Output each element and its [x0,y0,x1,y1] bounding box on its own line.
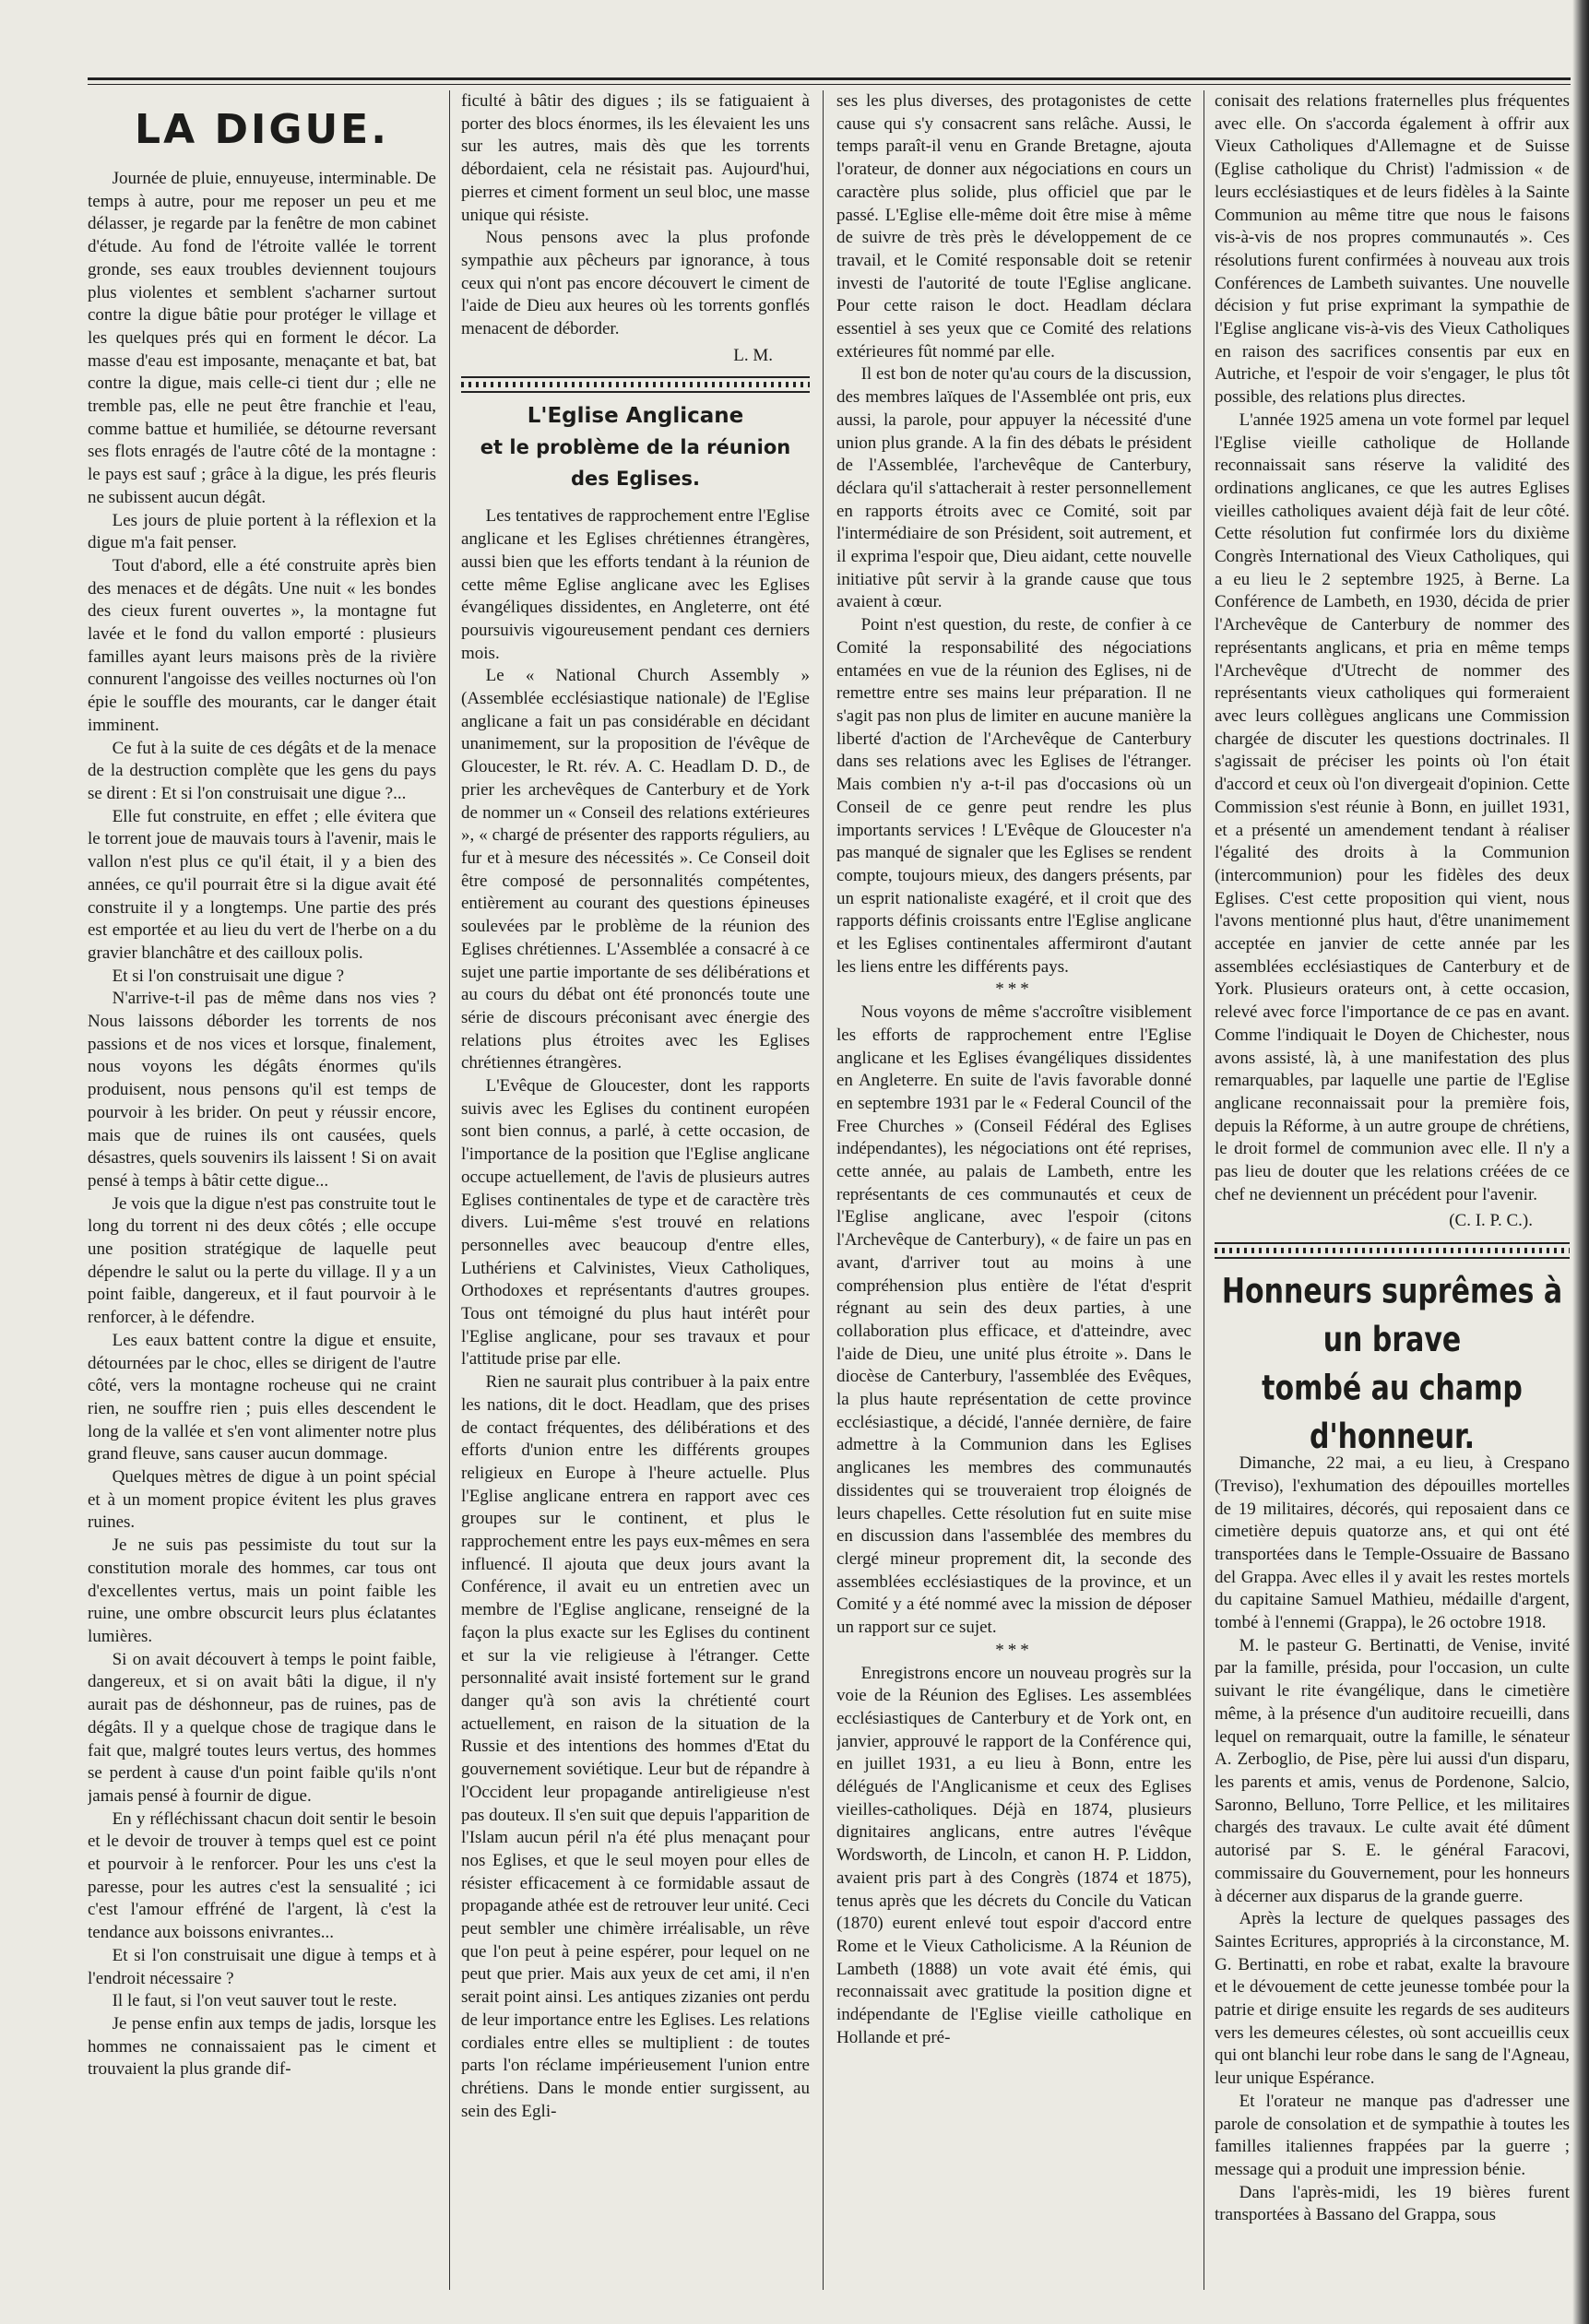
paragraph: ficulté à bâtir des digues ; ils se fatiguaient à porter des blocs énormes, ils les élevaient les uns sur les autres, mais dès que les torrents débordaient, cela ne résistait pas. Aujourd'hui, pierres et ciment forment un seul bloc, une masse unique qui résiste. [461,91,810,225]
paragraph: Le « National Church Assembly » (Assemblée ecclésiastique nationale) de l'Eglise anglicane a fait un pas considérable en décidant unanimement, sur la proposition de l'évêque de Gloucester, le Rt. rév. A. C. Headlam D. D., de prier les archevêques de Canterbury et de York de nommer un « Conseil des relations extérieures », « chargé de présenter des rapports réguliers, au fur et à mesure des nécessités ». Ce Conseil doit être composé de personnalités compétentes, entièrement au courant des questions épineuses soulevées par le problème de la réunion des Eglises chrétiennes. L'Assemblée a consacré à ce sujet une partie importante de ses délibérations et au cours du débat ont été prononcés toute une série de discours préconisant avec énergie des relations plus étroites avec les Eglises chrétiennes étrangères. [461,666,810,1073]
paragraph: Il est bon de noter qu'au cours de la discussion, des membres laïques de l'Assemblée ont pris, eux aussi, la parole, pour appuyer la nécessité d'une union plus grande. A la fin des débats le président de l'Assemblée, l'archevêque de Canterbury, déclara qu'il s'attacherait à rester personnellement en rapports étroits avec ce Comité, soit par l'intermédiaire de son Président, soit autrement, et il exprima l'espoir que, Dieu aidant, cette nouvelle initiative pût servir à la grande cause que tous avaient à cœur. [836,364,1192,612]
author-signature: L. M. [733,345,773,365]
paragraph: Nous pensons avec la plus profonde sympathie aux pêcheurs par ignorance, à tous ceux qui n'ont pas encore découvert le ciment de l'aide de Dieu aux heures où les torrents gonflés menacent de déborder. [461,228,810,339]
column-1 [88,90,436,2290]
paragraph: Et si l'on construisait une digue ? [112,966,345,986]
paragraph: Dimanche, 22 mai, a eu lieu, à Crespano (Treviso), l'exhumation des dépouilles mortelles de 19 militaires, décorés, qui reposaient dans ce cimetière depuis quatorze ans, et qui ont été transportées dans le Temple-Ossuaire de Bassano del Grappa. Avec elles il y avait les restes mortels du capitaine Samuel Mathieu, médaille d'argent, tombé à l'ennemi (Grappa), le 26 octobre 1918. [1215,1453,1570,1633]
paragraph: Nous voyons de même s'accroître visiblement les efforts de rapprochement entre l'Eglise anglicane et les Eglises évangéliques dissidentes en Angleterre. En suite de l'avis favorable donné en septembre 1931 par le « Federal Council of the Free Churches » (Conseil Fédéral des Eglises indépendantes), les négociations ont été reprises, cette année, au palais de Lambeth, entre les représentants de ces communautés et ceux de l'Eglise anglicane, avec l'espoir (citons l'Archevêque de Canterbury), « de faire un pas en avant, d'arriver tout au moins à une compréhension plus entière de l'état d'esprit régnant au sein des deux parties, à une collaboration plus efficace, et d'atteindre, avec l'aide de Dieu, une unité plus étroite ». Dans le diocèse de Canterbury, l'assemblée des Evêques, la plus haute représentation de cette province ecclésiastique, a décidé, l'année dernière, de faire admettre à la Communion dans les Eglises anglicanes les membres des communautés dissidentes qui se trouveraient trop éloignés de leurs chapelles. Cette résolution fut en suite mise en discussion dans l'assemblée des membres du clergé mineur proprement dit, la seconde des assemblées ecclésiastiques de la province, et un Comité y a été nommé avec la mission de déposer un rapport sur ce sujet. [836,1002,1192,1638]
paragraph: Point n'est question, du reste, de confier à ce Comité la responsabilité des négociations entamées en vue de la réunion des Eglises, ni de remettre entre ses mains leur préparation. Il ne s'agit pas non plus de limiter en aucune manière la liberté d'action de l'Archevêque de Canterbury dans ses relations avec les Eglises de l'étranger. Mais combien n'y a-t-il pas d'occasions où un Conseil de ce genre peut rendre les plus importants services ! L'Evêque de Gloucester n'a pas manqué de signaler que les Eglises se rendent compte, toujours mieux, des dangers présents, par un esprit nationaliste exagéré, et il croit que des rapports définis croissants entre l'Eglise anglicane et les Eglises continentales affermiront d'autant les liens entre les différents pays. [836,615,1192,977]
article-title-honneurs-supremes [1215,1268,1570,1462]
paragraph: Les tentatives de rapprochement entre l'Eglise anglicane et les Eglises chrétiennes étrangères, aussi bien que les efforts tendant à la réunion de cette même Eglise anglicane avec les Eglises évangéliques dissidentes, en Angleterre, ont été poursuivis vigoureusement pendant ces derniers mois. [461,506,810,663]
paragraph: Tout d'abord, elle a été construite après bien des menaces et de dégâts. Une nuit « les bondes des cieux furent ouvertes », la montagne fut lavée et le fond du vallon emporté : plusieurs familles ayant leurs maisons près de la rivière connurent l'angoisse des veilles nocturnes où l'on épie le souffle des mourants, car le danger était imminent. [88,555,436,735]
paragraph: L'Evêque de Gloucester, dont les rapports suivis avec les Eglises du continent européen sont bien connus, a parlé, à cette occasion, de l'importance de la position que l'Eglise anglicane occupe actuellement, de l'avis de plusieurs autres Eglises continentales de type et de caractère très divers. Lui-même s'est trouvé en relations personnelles avec beaucoup d'entre elles, Luthériens et Calvinistes, Vieux Catholiques, Orthodoxes et représentants d'autres groupes. Tous ont témoigné du plus haut intérêt pour l'Eglise anglicane, pour ses travaux et pour l'attitude prise par elle. [461,1076,810,1370]
section-separator: *** [995,979,1033,1000]
page-edge-shadow [1572,0,1589,2324]
article-title-eglise-anglicane [461,400,810,494]
column-divider [449,90,450,2290]
agency-signature: (C. I. P. C.). [1449,1211,1533,1231]
headline-line: tombé au champ d'honneur. [1262,1368,1523,1458]
paragraph: En y réfléchissant chacun doit sentir le besoin et le devoir de trouver à temps quel est ce point et pourvoir à le renforcer. Pour les uns c'est la paresse, pour les autres c'est la sensualité ; ici c'est l'amour effréné de l'argent, là c'est la tendance aux boissons enivrantes... [88,1808,436,1943]
paragraph: Si on avait découvert à temps le point faible, dangereux, et si on avait bâti la digue, il n'y aurait pas de déshonneur, pas de ruines, pas de dégâts. Il y a quelque chose de tragique dans le fait que, malgré toutes leurs vertus, des hommes se perdent à cause d'un point faible qu'ils n'ont jamais pensé à fournir de digue. [88,1649,436,1806]
column-4 [1215,90,1570,2290]
section-separator: *** [995,1640,1033,1660]
paragraph: Quelques mètres de digue à un point spécial et à un moment propice évitent les plus graves ruines. [88,1467,436,1533]
paragraph: Après la lecture de quelques passages des Saintes Ecritures, appropriés à la circonstance, M. G. Bertinatti, en robe et rabat, exalte la bravoure et le dévouement de cette jeunesse tombée pour la patrie et dirige ensuite les regards de ses auditeurs vers les demeures célestes, où sont accueillis ceux qui ont blanchi leur robe dans le sang de l'Agneau, leur unique Espérance. [1215,1909,1570,2089]
paragraph: Les eaux battent contre la digue et ensuite, détournées par le choc, elles se dirigent de l'autre côté, vers la montagne rocheuse qui ne craint rien, ne souffre rien ; puis elles descendent le long de la vallée et s'en vont alimenter notre plus grand fleuve, sans causer aucun dommage. [88,1330,436,1464]
paragraph: Les jours de pluie portent à la réflexion et la digue m'a fait penser. [88,510,436,553]
paragraph: Je vois que la digue n'est pas construite tout le long du torrent ni des deux côtés ; elle occupe une position stratégique de laquelle peut dépendre le salut ou la perte du village. Il y a un point faible, dangereux, et il faut pourvoir à le renforcer, à le défendre. [88,1193,436,1328]
paragraph: Journée de pluie, ennuyeuse, interminable. De temps à autre, pour me reposer un peu et me délasser, je regarde par la fenêtre de mon cabinet d'étude. Au fond de l'étroite vallée le torrent gronde, ses eaux troubles deviennent toujours plus violentes et semblent s'acharner surtout contre la digue bâtie pour protéger le village et les quelques prés qui en forment le décor. La masse d'eau est imposante, menaçante et bat, bat contre la digue, mais celle-ci tient dur ; elle ne tremble pas, elle ne peut être franchie et l'eau, comme battue et humiliée, se détourne reversant ses flots enragés de l'autre côté de la montagne : le pays est sauf ; grâce à la digue, les prés fleuris ne subissent aucun dégât. [88,169,436,507]
headline-line: Honneurs suprêmes à un brave [1221,1271,1563,1361]
paragraph: Et si l'on construisait une digue à temps et à l'endroit nécessaire ? [88,1945,436,1988]
paragraph: Je ne suis pas pessimiste du tout sur la constitution morale des hommes, car tous ont d'excellentes vertus, mais un point faible les ruine, une ombre obscurcit leurs plus éclatantes lumières. [88,1536,436,1646]
paragraph: N'arrive-t-il pas de même dans nos vies ? Nous laissons déborder les torrents de nos passions et de nos vices et lorsque, finalement, nous voyons les dégâts énormes qu'ils produisent, nous pensons qu'il est temps de pourvoir à les brider. On peut y réussir encore, mais que de ruines ils ont causées, quels désastres, quels souvenirs ils laissent ! Si on avait pensé à temps à bâtir cette digue... [88,989,436,1191]
paragraph: Enregistrons encore un nouveau progrès sur la voie de la Réunion des Eglises. Les assemblées ecclésiastiques de Canterbury et de York ont, en janvier, approuvé le rapport de la Conférence qui, en juillet 1931, a eu lieu à Bonn, entre les délégués de l'Anglicanisme et ceux des Eglises vieilles-catholiques. Déjà en 1874, plusieurs dignitaires anglicans, entre autres l'évêque Wordsworth, de Lincoln, et canon H. P. Liddon, avaient pris part à des Congrès (1874 et 1875), tenus après que les décrets du Concile du Vatican (1870) eurent enlevé tout espoir d'accord entre Rome et le Vieux Catholicisme. A la Réunion de Lambeth (1888) un vote avait été émis, qui reconnaissait avec gratitude la position digne et indépendante de l'Eglise vieille catholique en Hollande et pré- [836,1663,1192,2047]
paragraph: Ce fut à la suite de ces dégâts et de la menace de la destruction complète que les gens du pays se dirent : Et si l'on construisait une digue ?... [88,738,436,803]
column-3 [836,90,1192,2290]
paragraph: Et l'orateur ne manque pas d'adresser une parole de consolation et de sympathie à toutes les familles italiennes frappées par la guerre ; message qui a produit une impression bénie. [1215,2091,1570,2179]
ornamental-divider [461,376,810,393]
paragraph: Dans l'après-midi, les 19 bières furent transportées à Bassano del Grappa, sous [1215,2182,1570,2225]
paragraph: M. le pasteur G. Bertinatti, de Venise, invité par la famille, présida, pour l'occasion, un culte suivant le rite évangélique, dans le cimetière même, à la présence d'un auditoire recueilli, dans lequel on remarquait, outre la famille, le sénateur A. Zerboglio, de Pise, père lui aussi d'un disparu, les parents et amis, venus de Pordenone, Salcio, Saronno, Belluno, Torre Pellice, et les militaires chargés des travaux. Le culte avait été dûment autorisé par S. E. le général Faracovi, commissaire du Gouvernement, pour les honneurs à décerner aux disparus de la grande guerre. [1215,1635,1570,1906]
column-2 [461,90,810,2290]
paragraph: ses les plus diverses, des protagonistes de cette cause qui s'y consacrent sans relâche. Aussi, le temps paraît-il venu en Grande Bretagne, ajouta l'orateur, de donner aux négociations en cours un caractère plus solide, plus officiel que par le passé. L'Eglise elle-même doit être mise à même de suivre de très près le développement de ce travail, et le Comité responsable doit se retenir investi de l'autorité de toute l'Eglise anglicane. Pour cette raison le doct. Headlam déclara essentiel à ses yeux que ce Comité des relations extérieures fût nommé par elle. [836,91,1192,362]
headline-line: et le problème de la réunion des Eglises. [480,436,791,491]
paragraph: L'année 1925 amena un vote formel par lequel l'Eglise vieille catholique de Hollande reconnaissait sans réserve la validité des ordinations anglicanes, ce que les autres Eglises vieilles catholiques avaient déjà fait de leur côté. Cette résolution fut confirmée lors du dixième Congrès International des Vieux Catholiques, qui a eu lieu le 2 septembre 1925, à Berne. La Conférence de Lambeth, en 1930, décida de prier l'Archevêque de Canterbury de nommer des représentants anglicans, et pria en même temps l'Archevêque d'Utrecht de nommer des représentants vieux catholiques qui formeraient avec leurs collègues anglicans une Commission chargée de discuter les questions doctrinales. Il s'agissait de préciser les points où l'on était d'accord et ceux où l'on divergeait d'opinion. Cette Commission s'est réunie à Bonn, en juillet 1931, et a présenté un amendement tendant à réaliser l'égalité des droits à la Communion (intercommunion) pour les fidèles des deux Eglises. C'est cette proposition qui vient, nous l'avons mentionné plus haut, d'être unanimement acceptée en janvier de cette année par les assemblées ecclésiastiques de Canterbury et de York. Plusieurs orateurs ont, à cette occasion, relevé avec force l'importance de ce pas en avant. Comme l'indiquait le Doyen de Chichester, nous avons assisté, là, à une manifestation des plus remarquables, par laquelle une partie de l'Eglise anglicane reconnaissait pour la première fois, depuis la Réforme, à un autre groupe de chrétiens, le droit formel de communion avec elle. Il n'y a pas lieu de douter que les relations créées de ce chef ne deviennent un précédent pour l'avenir. [1215,409,1570,1204]
article-title-la-digue: LA DIGUE. [135,106,389,153]
headline-line: L'Eglise Anglicane [527,404,744,429]
paragraph: Il le faut, si l'on veut sauver tout le reste. [112,1991,397,2011]
paragraph: Rien ne saurait plus contribuer à la paix entre les nations, dit le doct. Headlam, que des prises de contact fréquentes, des délibérations et des efforts d'union entre les différents groupes religieux en Europe à l'heure actuelle. Plus l'Eglise anglicane entrera en rapport avec ces groupes sur le continent, et plus le rapprochement entre les pays eux-mêmes en sera influencé. Il ajouta que deux jours avant la Conférence, il avait eu un entretien avec un membre de l'Eglise anglicane, renseigné de la façon la plus exacte sur les Eglises du continent et sur la vie religieuse à l'étranger. Cette personnalité avait insisté fortement sur le grand danger qu'à son avis la chrétienté court actuellement, en raison de la situation de la Russie et des intentions des hommes d'Etat du gouvernement soviétique. Leur but de répandre à l'Occident leur propagande antireligieuse n'est pas douteux. Il s'en suit que depuis l'apparition de l'Islam aucun péril n'a été plus menaçant pour nos Eglises, et que le seul moyen pour elles de résister efficacement à ce formidable assaut de propagande athée est de retrouver leur unité. Ceci peut sembler une chimère irréalisable, un rêve que l'on peut à peine espérer, pour lequel on ne peut que prier. Mais aux yeux de cet ami, il n'en serait point ainsi. Les antiques zizanies ont perdu de leur importance entre les Eglises. Les relations cordiales entre elles se multiplient : de toutes parts l'on réclame impérieusement l'union entre chrétiens. Dans le monde entier surgissent, au sein des Egli- [461,1372,810,2121]
top-rule [88,77,1571,85]
paragraph: Elle fut construite, en effet ; elle évitera que le torrent joue de mauvais tours à l'avenir, mais le vallon n'est plus ce qu'il était, il y a bien des années, ce qu'il pourrait être si la digue avait été construite il y a longtemps. Une partie des prés est emportée et au lieu du vert de l'herbe on a du gravier blanchâtre et des cailloux polis. [88,806,436,963]
ornamental-divider [1215,1242,1570,1259]
column-divider [823,90,824,2290]
paragraph: conisait des relations fraternelles plus fréquentes avec elle. On s'accorda également à offrir aux Vieux Catholiques d'Allemagne et de Suisse (Eglise catholique du Christ) l'admission « de leurs ecclésiastiques et de leurs fidèles à la Sainte Communion au même titre que nous le faisons vis-à-vis de nos propres communautés ». Ces résolutions furent confirmées à nouveau aux trois Conférences de Lambeth suivantes. Une nouvelle décision y fut prise exprimant la sympathie de l'Eglise anglicane vis-à-vis des Vieux Catholiques en raison des sacrifices consentis par eux en Autriche, et l'espoir de voir s'engager, le plus tôt possible, des relations plus directes. [1215,91,1570,408]
paragraph: Je pense enfin aux temps de jadis, lorsque les hommes ne connaissaient pas le ciment et trouvaient la plus grande dif- [88,2013,436,2080]
